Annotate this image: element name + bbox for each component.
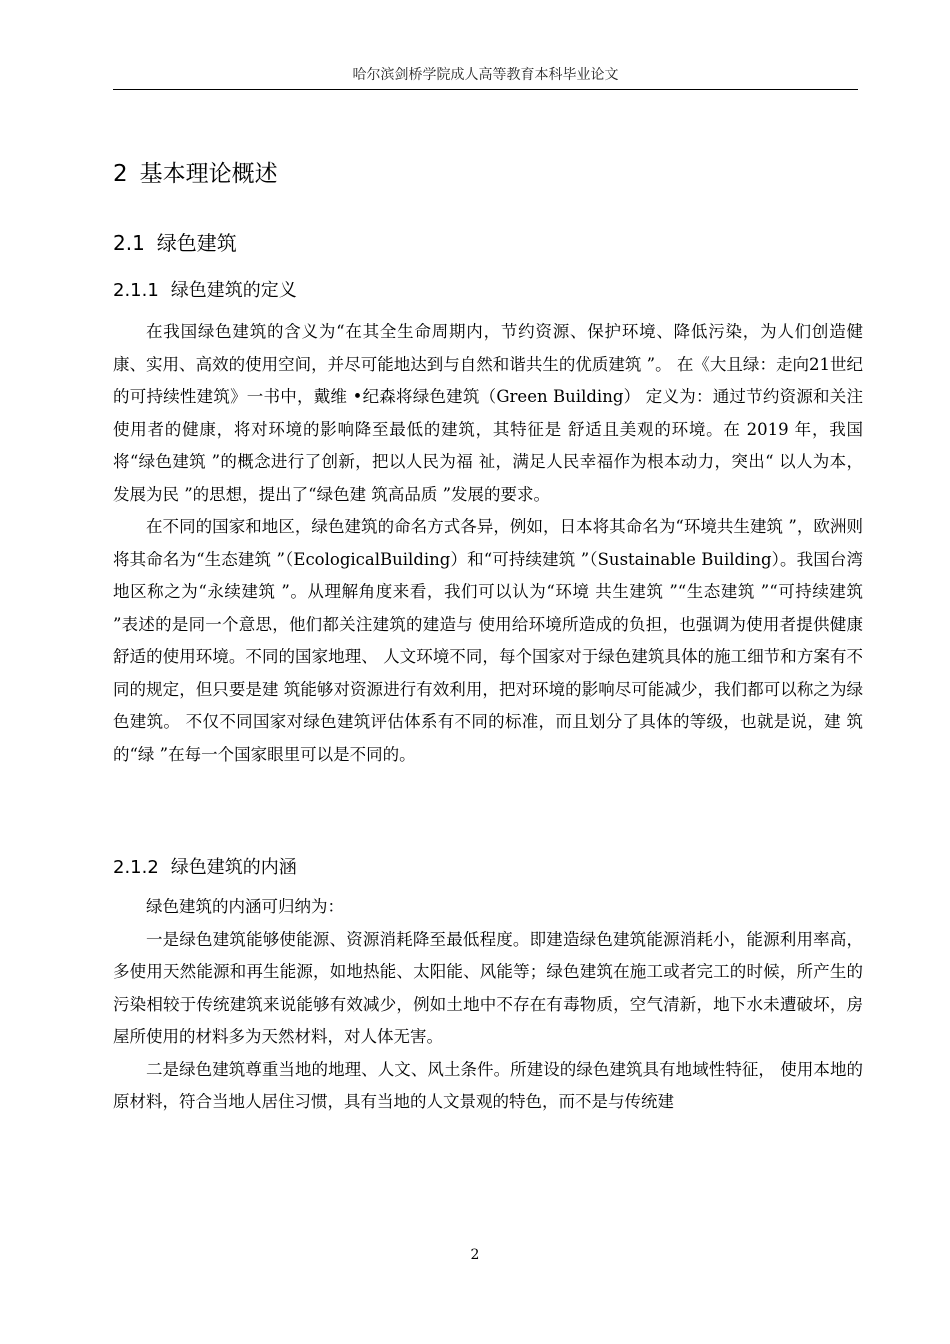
- body-paragraph: 绿色建筑的内涵可归纳为：: [146, 897, 344, 916]
- body-paragraph: 在不同的国家和地区，绿色建筑的命名方式各异，例如，日本将其命名为“环境共生建筑 ”，欧洲则将其命名为“生态建筑 ”（EcologicalBuilding）和“可持续建筑 ”（Sustainable Building）。我国台湾地区称之为“永续建筑 ”。从理解角度来看，我们可以认为“环境 共生建筑 ”“生态建筑 ”“可持续建筑 ”表述的是同一个意思，他们都关注建筑的建造与 使用给环境所造成的负担，也强调为使用者提供健康舒适的使用环境。不同的国家地理、 人文环境不同，每个国家对于绿色建筑具体的施工细节和方案有不同的规定，但只要是建 筑能够对资源进行有效利用，把对环境的影响尽可能减少，我们都可以称之为绿色建筑。 不仅不同国家对绿色建筑评估体系有不同的标准，而且划分了具体的等级，也就是说，建 筑的“绿 ”在每一个国家眼里可以是不同的。: [113, 517, 863, 764]
- subsection-title: 绿色建筑的内涵: [170, 857, 297, 878]
- chapter-number: 2: [113, 161, 128, 187]
- chapter-heading: [113, 160, 278, 188]
- chapter-title: 基本理论概述: [139, 161, 278, 187]
- header-divider: [113, 89, 858, 90]
- subsection-number: 2.1.1: [113, 280, 159, 301]
- connotation-body: [113, 891, 863, 1119]
- section-title: 绿色建筑: [156, 231, 237, 255]
- section-heading: [113, 230, 237, 256]
- body-paragraph: 在我国绿色建筑的含义为“在其全生命周期内，节约资源、保护环境、降低污染，为人们创造健康、实用、高效的使用空间，并尽可能地达到与自然和谐共生的优质建筑 ”。 在《大且绿：走向21世纪的可持续性建筑》一书中，戴维 •纪森将绿色建筑（Green Building） 定义为：通过节约资源和关注使用者的健康，将对环境的影响降至最低的建筑，其特征是 舒适且美观的环境。在 2019 年，我国将“绿色建筑 ”的概念进行了创新，把以人民为福 祉，满足人民幸福作为根本动力，突出“ 以人为本，发展为民 ”的思想，提出了“绿色建 筑高品质 ”发展的要求。: [113, 322, 863, 504]
- subsection-title: 绿色建筑的定义: [170, 280, 297, 301]
- definition-body: [113, 316, 863, 771]
- section-number: 2.1: [113, 231, 145, 255]
- body-paragraph: 一是绿色建筑能够使能源、资源消耗降至最低程度。即建造绿色建筑能源消耗小，能源利用率高，多使用天然能源和再生能源，如地热能、太阳能、风能等；绿色建筑在施工或者完工的时候，所产生的污染相较于传统建筑来说能够有效减少，例如土地中不存在有毒物质，空气清新，地下水未遭破坏，房屋所使用的材料多为天然材料，对人体无害。: [113, 929, 863, 1046]
- subsection-heading-connotation: [113, 856, 297, 880]
- subsection-heading-definition: [113, 279, 297, 303]
- body-paragraph: 二是绿色建筑尊重当地的地理、人文、风土条件。所建设的绿色建筑具有地域性特征， 使用本地的原材料，符合当地人居住习惯，具有当地的人文景观的特色，而不是与传统建: [113, 1059, 863, 1111]
- subsection-number: 2.1.2: [113, 857, 159, 878]
- page-number: 2: [470, 1247, 480, 1263]
- page-header: 哈尔滨剑桥学院成人高等教育本科毕业论文: [352, 67, 619, 83]
